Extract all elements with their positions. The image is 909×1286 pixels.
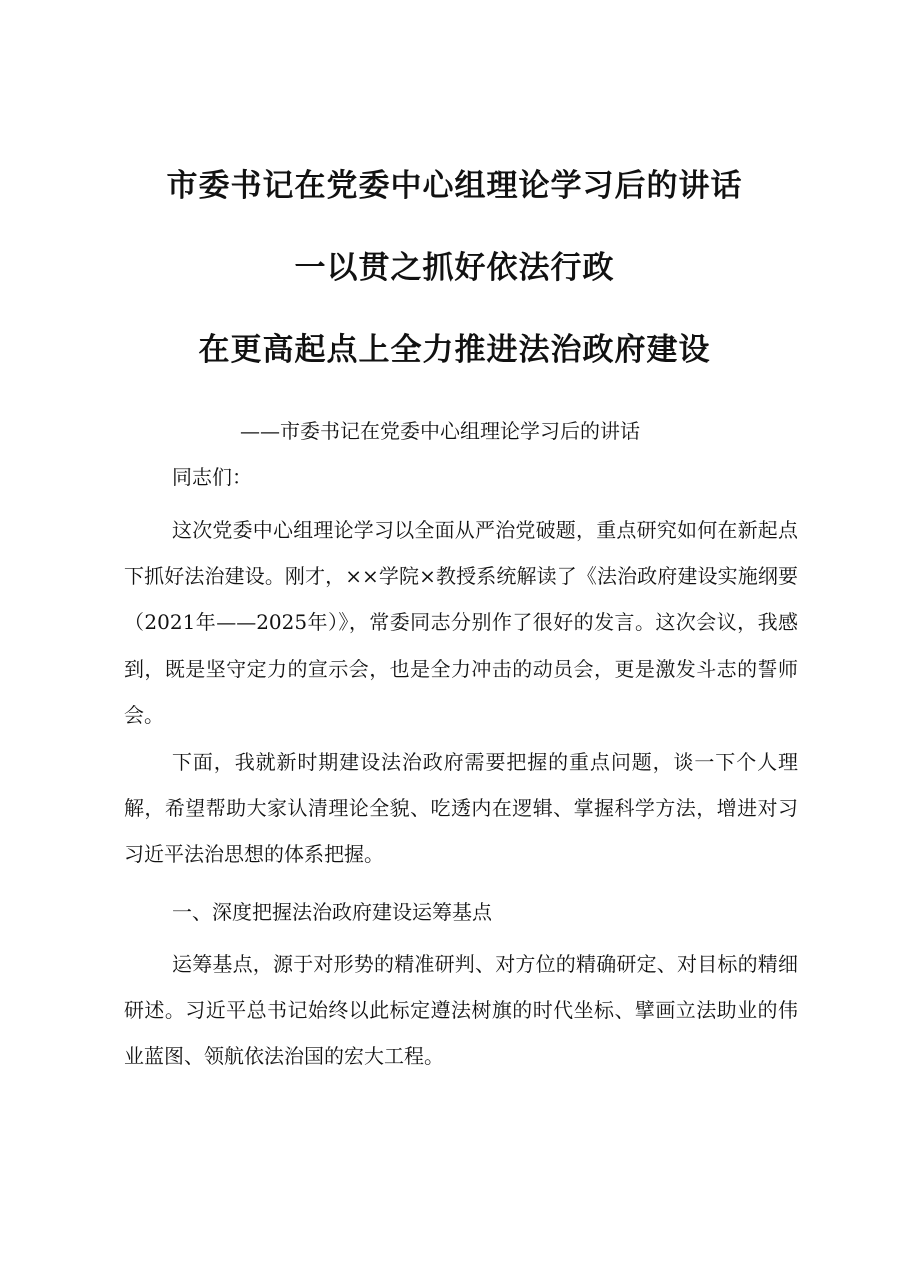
paragraph-intro: 这次党委中心组理论学习以全面从严治党破题，重点研究如何在新起点下抓好法治建设。刚才，××学院×教授系统解读了《法治政府建设实施纲要（2021年——2025年）》，常委同志分别作了很好的发言。这次会议，我感到，既是坚守定力的宣示会，也是全力冲击的动员会，更是激发斗志的誓师会。	[124, 518, 798, 727]
salutation: 同志们：	[172, 465, 252, 489]
document-title-line-1: 市委书记在党委中心组理论学习后的讲话	[166, 168, 743, 204]
document-subtitle: ——市委书记在党委中心组理论学习后的讲话	[240, 419, 640, 443]
document-title-line-3: 在更高起点上全力推进法治政府建设	[198, 332, 711, 368]
paragraph-outline: 下面，我就新时期建设法治政府需要把握的重点问题，谈一下个人理解，希望帮助大家认清理论全貌、吃透内在逻辑、掌握科学方法，增进对习习近平法治思想的体系把握。	[124, 750, 798, 867]
section-paragraph: 运筹基点，源于对形势的精准研判、对方位的精确研定、对目标的精细研述。习近平总书记始终以此标定遵法树旗的时代坐标、擘画立法助业的伟业蓝图、领航依法治国的宏大工程。	[124, 952, 798, 1069]
section-heading: 一、深度把握法治政府建设运筹基点	[172, 900, 492, 924]
document-title-line-2: 一以贯之抓好依法行政	[294, 250, 615, 286]
